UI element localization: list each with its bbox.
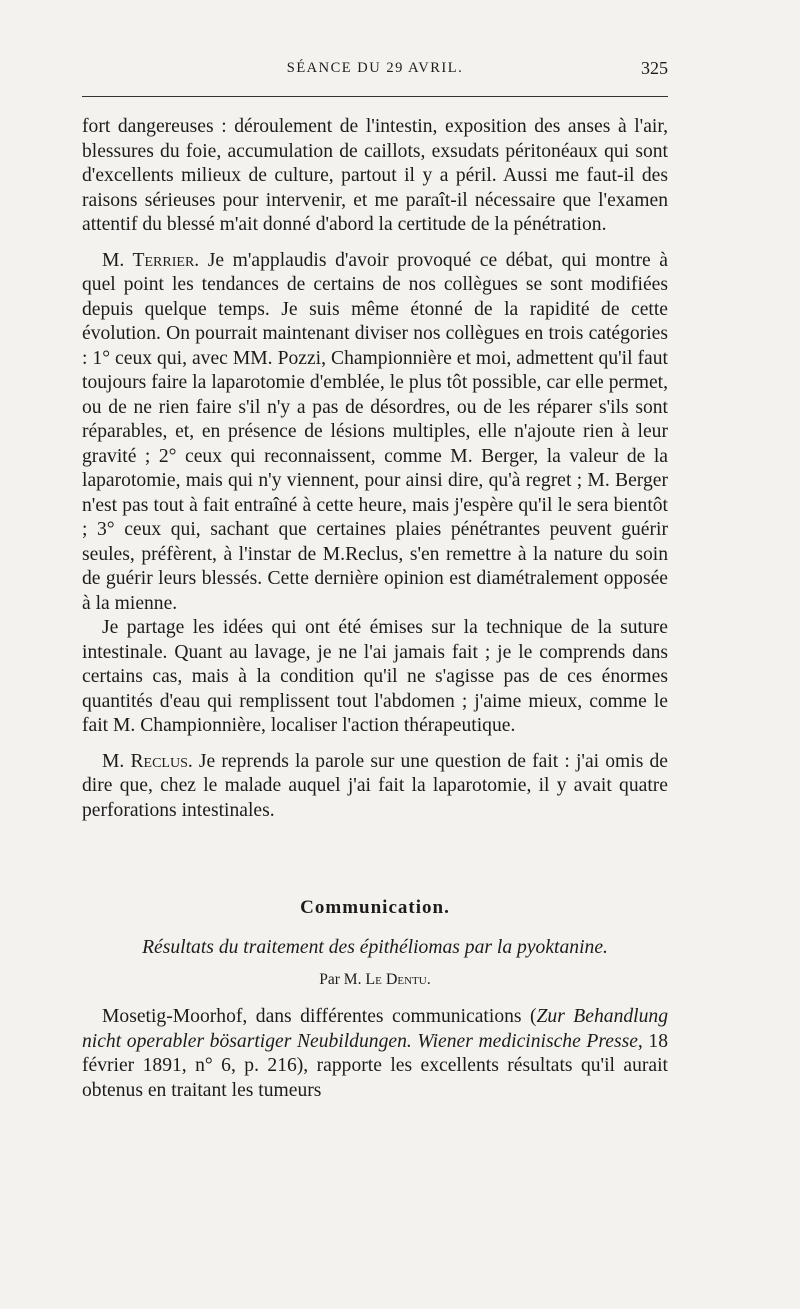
page-header [82,60,668,90]
article-text: Mosetig-Moorhof, dans différentes communications ( [102,1006,537,1027]
byline-prefix: Par M. [319,971,366,988]
speaker-name: M. Terrier. [102,249,200,271]
speaker-name: M. Reclus. [102,750,193,772]
article-text: , 18 février 1891, n° 6, p. 216), rapporte les excellents résultats qu'il aurait obtenus en traitant les tumeurs [82,1030,669,1101]
body-text [82,115,668,1103]
article-title: Résultats du traitement des épithéliomas par la pyoktanine. [142,937,608,958]
header-rule [82,96,668,97]
running-title: SÉANCE DU 29 AVRIL. [286,60,464,76]
paragraph-reclus [82,750,668,824]
citation-title: Zur Behandlung nicht operabler bösartiger Neubildungen. Wiener medicinische Presse [82,1006,668,1052]
page-number: 325 [641,58,668,78]
byline [82,971,668,989]
byline-author: Le Dentu. [365,971,431,988]
paragraph-terrier [82,249,668,617]
paragraph-suture: Je partage les idées qui ont été émises sur la technique de la suture intestinale. Quant au lavage, je ne l'ai jamais fait ; je le comprends dans certains cas, mais à la condition qu'il ne s'agisse pas de ces énormes quantités d'eau qui remplissent tout l'abdomen ; j'aime mieux, comme le fait M. Championnière, localiser l'action thérapeutique. [82,617,668,736]
section-heading: Communication. [300,897,450,918]
paragraph-text: Je m'applaudis d'avoir provoqué ce débat, qui montre à quel point les tendances de certains de nos collègues se sont modifiées depuis quelque temps. Je suis même étonné de la rapidité de cette évolution. On pourrait maintenant diviser nos collègues en trois catégories : 1° ceux qui, avec MM. Pozzi, Championnière et moi, admettent qu'il faut toujours faire la laparotomie d'emblée, le plus tôt possible, car elle permet, ou de ne rien faire s'il n'y a pas de désordres, ou de les réparer s'ils sont réparables, et, en présence de lésions multiples, elle n'ajoute rien à leur gravité ; 2° ceux qui reconnaissent, comme M. Berger, la valeur de la laparotomie, mais qui n'y viennent, pour ainsi dire, qu'à regret ; M. Berger n'est pas tout à fait entraîné à cette heure, mais j'espère qu'il le sera bientôt ; 3° ceux qui, sachant que certaines plaies pénétrantes peuvent guérir seules, préfèrent, à l'instar de M.Reclus, s'en remettre à la nature du soin de guérir leurs blessés. Cette dernière opinion est diamétralement opposée à la mienne. [82,249,668,614]
paragraph-continuation: fort dangereuses : déroulement de l'intestin, exposition des anses à l'air, blessures du foie, accumulation de caillots, exsudats péritonéaux qui sont d'excellents milieux de culture, partout il y a péril. Aussi me faut-il des raisons sérieuses pour intervenir, et me paraît-il nécessaire que l'examen attentif du blessé m'ait donné d'abord la certitude de la pénétration. [82,116,668,235]
article-paragraph [82,1005,668,1103]
paragraph-text: Je reprends la parole sur une question de fait : j'ai omis de dire que, chez le malade auquel j'ai fait la laparotomie, il y avait quatre perforations intestinales. [82,750,668,821]
